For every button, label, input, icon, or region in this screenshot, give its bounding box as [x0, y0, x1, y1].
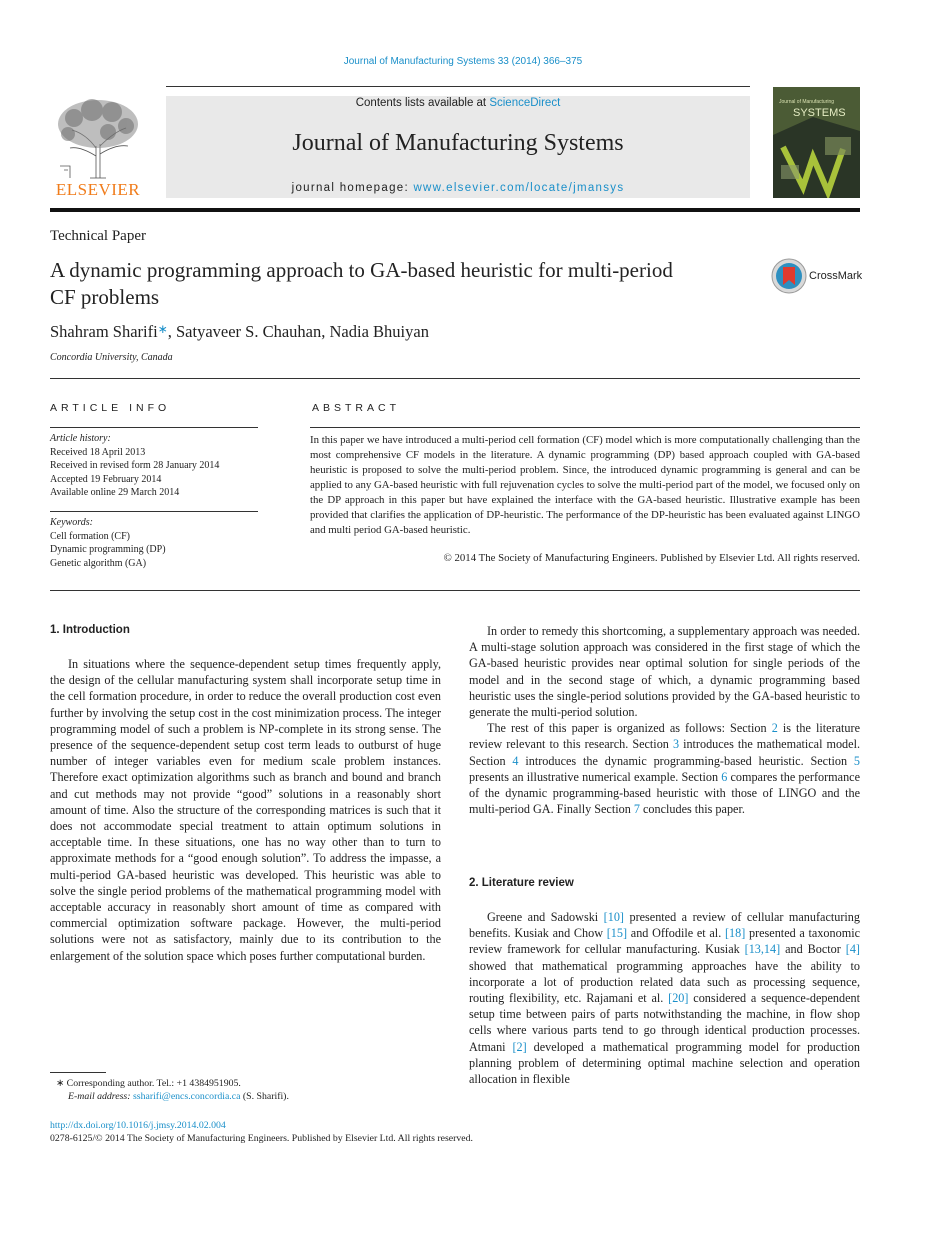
intro-paragraph-2: In order to remedy this shortcoming, a supplementary approach was needed. A multi-stage solution approach was considered in the first stage of which the GA-based heuristic provides near optimal solution for single periods of the model and in the second stage of which, a dynamic programming based heuristic uses the single-period solutions provided by the GA-based heuristic to generate the multi-period solution. — [469, 624, 860, 720]
crossmark-icon — [771, 258, 807, 294]
section-ref-6[interactable]: 6 — [721, 769, 728, 784]
journal-header — [166, 96, 750, 198]
intro-heading: 1. Introduction — [50, 624, 130, 636]
keyword-item: Dynamic programming (DP) — [50, 544, 166, 555]
body-rule — [50, 590, 860, 591]
journal-homepage — [166, 182, 750, 194]
email-link[interactable]: ssharifi@encs.concordia.ca — [132, 1091, 241, 1102]
author-others: , Satyaveer S. Chauhan, Nadia Bhuiyan — [167, 322, 429, 341]
footnote-email: E-mail address: ssharifi@encs.concordia.ca (S. Sharifi). — [68, 1091, 289, 1102]
citation-4[interactable]: [4] — [845, 942, 860, 957]
tree-icon — [50, 96, 146, 180]
title-rule — [50, 378, 860, 379]
crossmark-badge[interactable] — [771, 258, 863, 294]
issn-line: 0278-6125/© 2014 The Society of Manufacturing Engineers. Published by Elsevier Ltd. All rights reserved. — [50, 1133, 474, 1144]
article-info-heading: ARTICLE INFO — [50, 402, 171, 414]
header-rule — [166, 86, 750, 87]
literature-paragraph-1: Greene and Sadowski [10] presented a review of cellular manufacturing benefits. Kusiak and Chow [15] and Offodile et al. [18] presented a taxonomic review framework for cellular manufacturing. Kusiak [13,14] and Boctor [4] showed that mathematical programming approaches have the ability to incorporate a lot of production related data such as processing sequence, routing flexibility, etc. Rajamani et al. [20] considered a sequence-dependent setup time between pairs of parts notwithstanding the machine, in flow shop cells where various parts tend to go through identical production processes. Atmani [2] developed a mathematical programming model for production planning problem of determining optimal machine selection and operation allocation in flexible — [469, 910, 860, 1087]
citation-15[interactable]: [15] — [606, 926, 628, 941]
abstract-text: In this paper we have introduced a multi-period cell formation (CF) model which is more computationally challenging than the most comprehensive CF models in the literature. A dynamic programming (DP) based approach coupled with GA-based heuristic is proposed to solve the multi-period problem. Since, the introduced dynamic programming is general and can be applied to any GA-based heuristic with full rejuvenation cycles to solve the multi-period part of the model, we focused only on the DP approach in this paper but have explained the interface with the GA-based heuristic. Illustrative example has been provided that clarifies the application of DP-heuristic. The performance of the DP-heuristic has been evaluated against LINGO and multi period GA-based heuristic. — [310, 434, 860, 536]
contents-line — [166, 97, 750, 109]
doi-link[interactable]: http://dx.doi.org/10.1016/j.jmsy.2014.02.004 — [50, 1120, 226, 1131]
masthead-rule — [50, 208, 860, 212]
crossmark-label: CrossMark — [809, 270, 863, 282]
section-ref-3[interactable]: 3 — [672, 737, 680, 752]
journal-cover[interactable] — [773, 87, 860, 198]
citation-2[interactable]: [2] — [512, 1039, 527, 1054]
journal-cover-image — [773, 87, 860, 198]
intro-paragraph-1: In situations where the sequence-dependent setup times frequently apply, the design of the cellular manufacturing system shall incorporate setup time in the cell formation procedure, in order to reduce the overall production cost even further by involving the setup cost in the cost minimization process. The integer programming model of such a problem is NP-complete in its strong sense. The presence of the sequence-dependent setup cost term leads to outburst of huge number of integer variables even for medium scale problem instances. Therefore exact optimization algorithms such as branch and bound and branch and cut methods may not provide “good” solutions in a reasonably short amount of time. Also the structure of the corresponding matrices is such that it does not accommodate special treatment to attain optimum solutions in acceptable time. In these situations, one has no way other than to turn to approximate methods for a “good enough solution”. To address the impasse, a multi-period GA-based heuristic was developed. This heuristic was able to solve the single period problems of the mathematical programming model with acceptable accuracy in reasonably short amount of time as compared with commercial optimization software package. However, the multi-period solutions were not as satisfactory, mainly due to its contribution to the enlargement of the solution space which poses further computational burden. — [50, 657, 441, 963]
section-ref-5[interactable]: 5 — [853, 753, 860, 768]
citation-20[interactable]: [20] — [668, 991, 689, 1006]
article-history — [50, 432, 258, 500]
author-list — [50, 322, 429, 342]
contents-prefix: Contents lists available at — [355, 97, 490, 109]
history-item: Received 18 April 2013 — [50, 446, 146, 458]
article-type: Technical Paper — [50, 228, 146, 244]
keywords — [50, 516, 258, 570]
corresponding-author-mark[interactable]: ∗ — [157, 322, 168, 336]
publisher-wordmark: ELSEVIER — [55, 180, 141, 199]
right-column — [469, 623, 860, 817]
intro-paragraph-3: The rest of this paper is organized as follows: Section 2 is the literature review relevant to this research. Section 3 introduces the mathematical model. Section 4 introduces the dynamic programming-based heuristic. Section 5 presents an illustrative numerical example. Section 6 compares the performance of the dynamic programming-based heuristic with those of LINGO and the multi-period GA. Finally Section 7 concludes this paper. — [469, 721, 860, 817]
history-item: Available online 29 March 2014 — [50, 487, 180, 498]
section-ref-7[interactable]: 7 — [633, 802, 640, 817]
abstract-rule — [310, 427, 860, 428]
history-label: Article history: — [50, 433, 111, 444]
svg-text:Journal of Manufacturing: Journal of Manufacturing — [779, 99, 835, 105]
citation-13-14[interactable]: [13,14] — [744, 942, 781, 957]
intro-column — [50, 656, 441, 964]
history-item: Accepted 19 February 2014 — [50, 473, 162, 485]
info-rule-top — [50, 427, 258, 428]
info-rule-mid — [50, 511, 258, 512]
homepage-link[interactable]: www.elsevier.com/locate/jmansys — [413, 182, 625, 194]
history-item: Received in revised form 28 January 2014 — [50, 460, 220, 471]
keywords-label: Keywords: — [50, 517, 93, 528]
literature-column — [469, 909, 860, 1087]
sciencedirect-link[interactable]: ScienceDirect — [489, 97, 561, 109]
affiliation: Concordia University, Canada — [50, 352, 173, 363]
journal-citation[interactable]: Journal of Manufacturing Systems 33 (2014) 366–375 — [343, 56, 583, 67]
abstract-heading: ABSTRACT — [312, 402, 401, 414]
footnote — [50, 1077, 440, 1103]
cover-title: SYSTEMS — [793, 107, 846, 119]
journal-title: Journal of Manufacturing Systems — [292, 130, 624, 156]
keyword-item: Genetic algorithm (GA) — [50, 557, 147, 569]
section-ref-2[interactable]: 2 — [771, 721, 778, 736]
doi-footer — [50, 1119, 473, 1145]
abstract-copyright: © 2014 The Society of Manufacturing Engineers. Published by Elsevier Ltd. All rights reserved. — [443, 552, 860, 564]
footnote-corresponding: ∗ Corresponding author. Tel.: +1 4384951905. — [56, 1078, 241, 1089]
keyword-item: Cell formation (CF) — [50, 530, 130, 542]
homepage-prefix: journal homepage: — [291, 182, 414, 194]
literature-heading: 2. Literature review — [469, 877, 574, 889]
citation-18[interactable]: [18] — [724, 926, 746, 941]
author-first: Shahram Sharifi — [50, 322, 158, 341]
citation-10[interactable]: [10] — [603, 910, 624, 924]
paper-title: A dynamic programming approach to GA-based heuristic for multi-period CF problems — [50, 258, 673, 309]
footnote-rule — [50, 1072, 106, 1073]
section-ref-4[interactable]: 4 — [512, 753, 519, 768]
elsevier-logo[interactable] — [50, 96, 146, 200]
